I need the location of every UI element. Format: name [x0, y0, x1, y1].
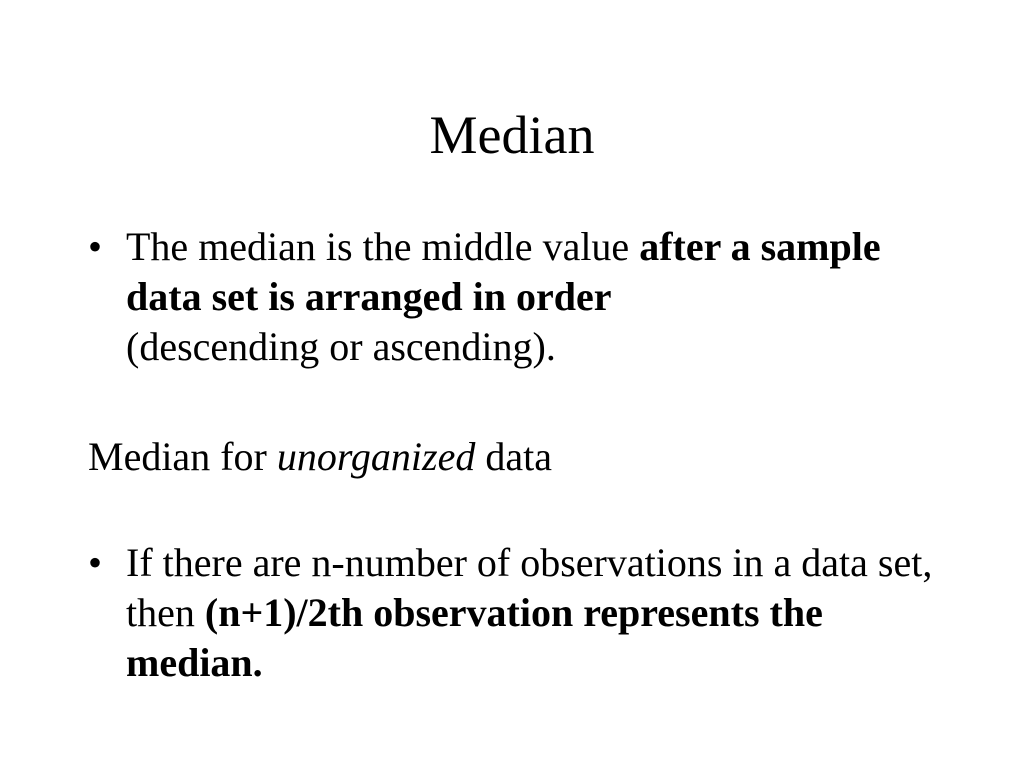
bullet-median-definition [88, 222, 948, 372]
bullet2-plain-text: If there are n-number of observations in a data set, then [126, 540, 933, 635]
subheading-italic-text: unorganized [276, 434, 476, 479]
bullet1-bold-text: after a sample data set is arranged in order [126, 224, 881, 319]
bullet-dot-icon: • [88, 224, 103, 269]
slide-title: Median [429, 105, 595, 165]
subheading-text-before: Median for [88, 434, 277, 479]
subheading-text-after: data [475, 434, 552, 479]
subheading-unorganized-data [88, 432, 948, 482]
bullet1-end-text: (descending or ascending). [126, 324, 556, 369]
slide-body [88, 222, 948, 688]
bullet-median-formula [88, 538, 948, 688]
bullet-dot-icon: • [88, 540, 103, 585]
bullet1-plain-text: The median is the middle value [126, 224, 640, 269]
bullet2-bold-text: (n+1)/2th observation represents the median. [126, 590, 823, 685]
